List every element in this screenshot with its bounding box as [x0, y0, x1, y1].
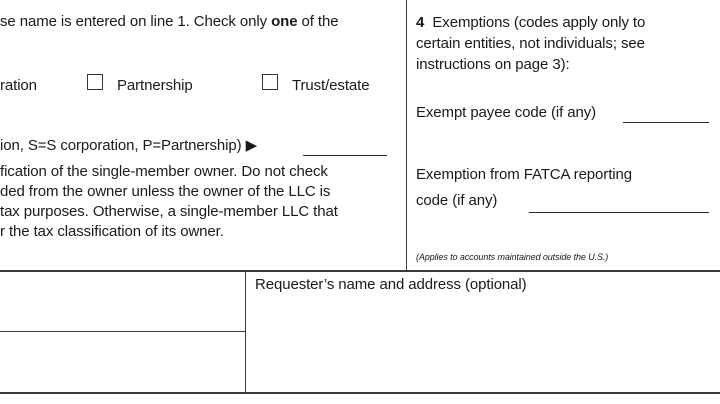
llc-tax-classification-underline: [303, 155, 387, 156]
trust-estate-checkbox[interactable]: [262, 74, 278, 90]
fatca-code-label-line-1: Exemption from FATCA reporting: [416, 166, 632, 183]
exempt-payee-code-underline: [623, 122, 709, 123]
llc-tax-classification-input[interactable]: [303, 138, 387, 154]
exemptions-heading-line-1: Exemptions (codes apply only to: [432, 14, 646, 31]
instruction-text-end: of the: [301, 13, 339, 30]
exemptions-heading: [416, 12, 645, 33]
llc-note-line-2: ded from the owner unless the owner of the LLC is: [0, 183, 331, 200]
exempt-payee-code-label: Exempt payee code (if any): [416, 104, 596, 121]
section-divider: [0, 270, 720, 272]
city-state-zip-input[interactable]: [4, 350, 240, 370]
tax-classification-instruction: [0, 11, 338, 32]
fatca-code-input[interactable]: [529, 195, 709, 211]
exemptions-heading-line-2: certain entities, not individuals; see: [416, 35, 645, 52]
address-divider: [0, 331, 245, 332]
form-bottom-border: [0, 392, 720, 394]
requester-left-border: [245, 271, 246, 393]
requester-name-address-label: Requester’s name and address (optional): [255, 276, 527, 293]
llc-note-line-4: r the tax classification of its owner.: [0, 223, 224, 240]
fatca-code-underline: [529, 212, 709, 213]
llc-note-line-3: tax purposes. Otherwise, a single-member LLC that: [0, 203, 338, 220]
llc-tax-classification-label: ion, S=S corporation, P=Partnership) ▶: [0, 137, 258, 154]
exemptions-left-border: [406, 0, 407, 271]
requester-name-address-input[interactable]: [255, 298, 714, 390]
address-input[interactable]: [4, 290, 240, 310]
instruction-emphasis: one: [271, 13, 298, 30]
exempt-payee-code-input[interactable]: [623, 105, 709, 121]
partnership-label: Partnership: [117, 77, 193, 94]
fatca-code-label-line-2: code (if any): [416, 192, 498, 209]
partnership-checkbox[interactable]: [87, 74, 103, 90]
trust-estate-label: Trust/estate: [292, 77, 370, 94]
fatca-footnote: (Applies to accounts maintained outside the U.S.): [416, 252, 609, 262]
exemptions-heading-line-3: instructions on page 3):: [416, 56, 570, 73]
corporation-option-label: ration: [0, 77, 37, 94]
instruction-text: se name is entered on line 1. Check only: [0, 13, 267, 30]
exemptions-number: 4: [416, 14, 425, 31]
llc-note-line-1: fication of the single-member owner. Do not check: [0, 163, 328, 180]
